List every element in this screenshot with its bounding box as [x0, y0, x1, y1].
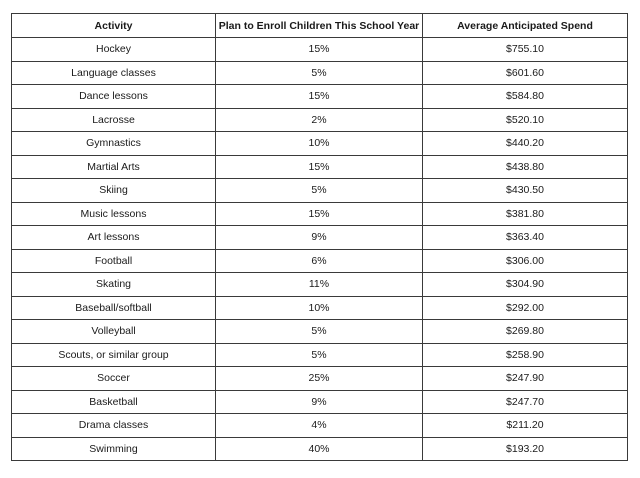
cell-enroll-percent: 2%	[216, 108, 423, 132]
cell-average-spend: $363.40	[423, 226, 628, 250]
activity-spend-table-container	[11, 13, 627, 461]
cell-enroll-percent: 5%	[216, 179, 423, 203]
header-activity: Activity	[12, 14, 216, 38]
cell-average-spend: $193.20	[423, 437, 628, 461]
cell-enroll-percent: 5%	[216, 61, 423, 85]
cell-average-spend: $292.00	[423, 296, 628, 320]
table-row	[12, 343, 628, 367]
table-row	[12, 108, 628, 132]
cell-enroll-percent: 6%	[216, 249, 423, 273]
cell-enroll-percent: 5%	[216, 343, 423, 367]
cell-enroll-percent: 10%	[216, 132, 423, 156]
cell-activity: Basketball	[12, 390, 216, 414]
cell-average-spend: $755.10	[423, 38, 628, 62]
table-row	[12, 85, 628, 109]
cell-enroll-percent: 15%	[216, 155, 423, 179]
table-row	[12, 273, 628, 297]
table-row	[12, 155, 628, 179]
cell-average-spend: $304.90	[423, 273, 628, 297]
cell-average-spend: $247.90	[423, 367, 628, 391]
table-row	[12, 437, 628, 461]
cell-enroll-percent: 5%	[216, 320, 423, 344]
cell-enroll-percent: 11%	[216, 273, 423, 297]
table-row	[12, 320, 628, 344]
cell-activity: Drama classes	[12, 414, 216, 438]
cell-average-spend: $430.50	[423, 179, 628, 203]
cell-enroll-percent: 9%	[216, 390, 423, 414]
cell-average-spend: $440.20	[423, 132, 628, 156]
header-plan-to-enroll: Plan to Enroll Children This School Year	[216, 14, 423, 38]
header-average-spend: Average Anticipated Spend	[423, 14, 628, 38]
cell-activity: Language classes	[12, 61, 216, 85]
cell-enroll-percent: 4%	[216, 414, 423, 438]
cell-activity: Scouts, or similar group	[12, 343, 216, 367]
cell-average-spend: $258.90	[423, 343, 628, 367]
cell-activity: Soccer	[12, 367, 216, 391]
cell-enroll-percent: 15%	[216, 38, 423, 62]
cell-activity: Hockey	[12, 38, 216, 62]
cell-activity: Swimming	[12, 437, 216, 461]
cell-average-spend: $211.20	[423, 414, 628, 438]
cell-activity: Martial Arts	[12, 155, 216, 179]
cell-average-spend: $601.60	[423, 61, 628, 85]
table-row	[12, 226, 628, 250]
cell-enroll-percent: 40%	[216, 437, 423, 461]
cell-activity: Football	[12, 249, 216, 273]
cell-average-spend: $381.80	[423, 202, 628, 226]
cell-activity: Gymnastics	[12, 132, 216, 156]
cell-enroll-percent: 15%	[216, 202, 423, 226]
table-row	[12, 179, 628, 203]
cell-activity: Skiing	[12, 179, 216, 203]
cell-activity: Baseball/softball	[12, 296, 216, 320]
table-row	[12, 249, 628, 273]
cell-activity: Music lessons	[12, 202, 216, 226]
table-row	[12, 61, 628, 85]
cell-activity: Art lessons	[12, 226, 216, 250]
table-row	[12, 390, 628, 414]
activity-spend-table	[11, 13, 628, 461]
cell-activity: Skating	[12, 273, 216, 297]
table-row	[12, 132, 628, 156]
cell-activity: Lacrosse	[12, 108, 216, 132]
table-row	[12, 202, 628, 226]
cell-enroll-percent: 25%	[216, 367, 423, 391]
cell-enroll-percent: 10%	[216, 296, 423, 320]
cell-activity: Volleyball	[12, 320, 216, 344]
cell-average-spend: $306.00	[423, 249, 628, 273]
cell-enroll-percent: 15%	[216, 85, 423, 109]
table-row	[12, 414, 628, 438]
cell-average-spend: $520.10	[423, 108, 628, 132]
cell-activity: Dance lessons	[12, 85, 216, 109]
table-row	[12, 367, 628, 391]
cell-enroll-percent: 9%	[216, 226, 423, 250]
cell-average-spend: $438.80	[423, 155, 628, 179]
table-row	[12, 38, 628, 62]
table-row	[12, 296, 628, 320]
table-header-row	[12, 14, 628, 38]
cell-average-spend: $269.80	[423, 320, 628, 344]
cell-average-spend: $584.80	[423, 85, 628, 109]
cell-average-spend: $247.70	[423, 390, 628, 414]
